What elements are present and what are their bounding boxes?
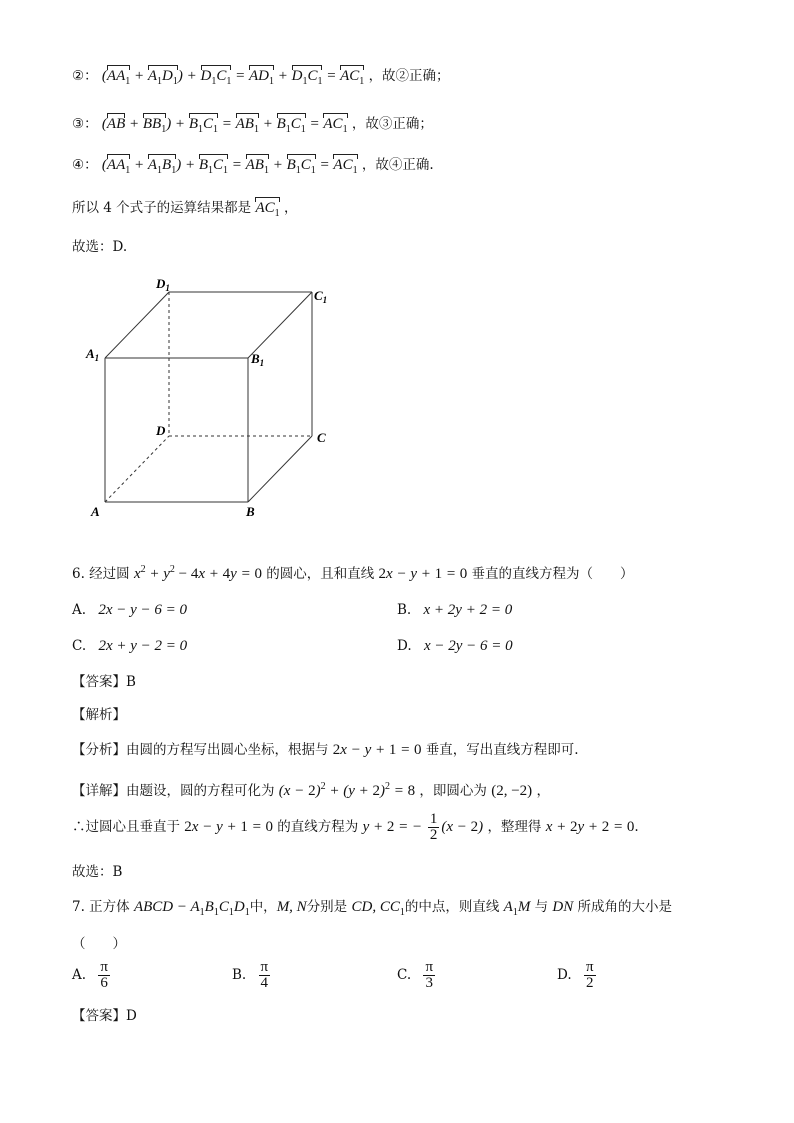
q6-option-a-label: A. — [72, 602, 87, 618]
q6-line-equation: 2x − y + 1 = 0 — [378, 566, 468, 582]
q7-option-c[interactable] — [397, 960, 437, 991]
q7-mid2: 分别是 — [306, 899, 348, 915]
q6-therefore-d: . — [634, 818, 639, 835]
cube-figure — [80, 270, 340, 530]
q6-xiangjie — [72, 779, 550, 800]
edge-a-d-hidden — [105, 436, 169, 502]
q7-answer: 【答案】D — [72, 1008, 137, 1024]
q6-circle-equation: $x^2 + y^2 - 4x + 4y = 0$ — [133, 564, 262, 582]
edge-b-c — [248, 436, 312, 502]
step-2-tail: ，故②正确； — [368, 68, 450, 84]
q7-option-b-label: B. — [232, 967, 247, 983]
q6-xiangjie-head: 【详解】 — [72, 783, 126, 799]
q6-stem — [72, 562, 634, 583]
q7-stem — [72, 895, 672, 918]
q6-therefore-b: 的直线方程为 — [277, 818, 359, 835]
q6-option-d-text: x − 2y − 6 = 0 — [423, 638, 513, 654]
step-2-formula: $(AA_1 + A_1D_1) + D_1C_1 = AD_1 + D_1C_1 = AC_1$ — [101, 68, 365, 87]
label-b1: $B_1$ — [251, 351, 265, 368]
step-4-marker: ④： — [72, 157, 98, 173]
q6-choice: 故选：B — [72, 864, 123, 880]
q6-fenxi-equation: 2x − y + 1 = 0 — [332, 742, 422, 758]
q7-option-a-num: π — [100, 959, 108, 975]
q7-option-b[interactable] — [232, 960, 272, 991]
q7-points: M, N — [276, 899, 307, 915]
q7-option-d-num: π — [585, 959, 594, 975]
step-3-formula: $(AB + BB_1) + B_1C_1 = AB_1 + B_1C_1 = AC_1$ — [101, 116, 348, 135]
q6-xiangjie-a: 由题设，圆的方程可化为 — [126, 783, 275, 799]
q7-cube-name: ABCD − $A_1B_1C_1D_1$ — [133, 899, 250, 918]
q6-prefix: 6. 经过圆 — [72, 566, 130, 582]
q7-option-b-num: π — [260, 959, 269, 975]
q7-option-c-den: 3 — [425, 975, 433, 991]
q7-mid3: 的中点，则直线 — [404, 899, 500, 915]
choice-5: 故选：D. — [72, 239, 128, 255]
q6-fenxi-head: 【分析】 — [72, 742, 126, 758]
label-d1: $D_1$ — [156, 276, 170, 293]
q6-option-d-label: D. — [397, 638, 412, 654]
conclusion-tail: ， — [283, 200, 298, 216]
q6-mid1: 的圆心，且和直线 — [266, 566, 375, 582]
edge-b1-c1 — [248, 292, 312, 358]
q6-final-equation: x + 2y + 2 = 0 — [545, 818, 635, 835]
q6-option-b-text: x + 2y + 2 = 0 — [423, 602, 513, 618]
step-3-marker: ③： — [72, 116, 98, 132]
q6-center-point: (2, −2) — [491, 783, 533, 799]
q7-option-b-den: 4 — [260, 975, 269, 991]
conclusion-text: 所以 4 个式子的运算结果都是 — [72, 200, 252, 216]
q6-option-d[interactable] — [397, 638, 513, 655]
q6-option-a-text: 2x − y − 6 = 0 — [98, 602, 188, 618]
step-4-line — [72, 153, 434, 176]
q7-option-a-frac — [98, 960, 110, 991]
q6-option-b-label: B. — [397, 602, 412, 618]
label-b: B — [246, 504, 255, 519]
q6-therefore — [72, 812, 639, 843]
q7-line-dn: DN — [552, 899, 574, 915]
q6-option-a[interactable] — [72, 602, 187, 619]
label-d: D — [156, 423, 166, 438]
q7-mid4: 与 — [534, 899, 549, 915]
q6-point-slope-equation: y + 2 = − $\frac{1}{2}$ (x − 2) — [362, 811, 484, 843]
q6-analysis-title: 【解析】 — [72, 707, 126, 723]
q6-fenxi — [72, 738, 579, 759]
q6-xiangjie-b: ，即圆心为 — [419, 783, 487, 799]
q7-option-a-label: A. — [72, 967, 87, 983]
step-2-marker: ②： — [72, 68, 98, 84]
q7-option-d-frac — [584, 960, 596, 991]
step-4-tail: ，故④正确. — [361, 157, 434, 173]
q6-option-c[interactable] — [72, 638, 187, 655]
q7-option-c-num: π — [425, 959, 434, 975]
label-c: C — [317, 430, 326, 445]
label-c1: $C_1$ — [314, 288, 328, 305]
q7-line-a1m: $A_1M$ — [503, 899, 531, 918]
q7-option-c-label: C. — [397, 967, 412, 983]
q7-option-a[interactable] — [72, 960, 112, 991]
q7-segments: CD, $CC_1$ — [351, 899, 405, 918]
step-3-tail: ，故③正确； — [351, 116, 433, 132]
q7-option-c-frac — [423, 960, 435, 991]
q6-fenxi-b: 垂直，写出直线方程即可. — [425, 742, 579, 758]
q6-fenxi-a: 由圆的方程写出圆心坐标，根据与 — [126, 742, 329, 758]
step-4-formula: $(AA_1 + A_1B_1) + B_1C_1 = AB_1 + B_1C_1 = AC_1$ — [101, 157, 358, 176]
q6-standard-equation: $(x - 2)^2 + (y + 2)^2 = 8$ — [278, 781, 416, 799]
q7-option-d[interactable] — [557, 960, 598, 991]
q6-mid2: 垂直的直线方程为（ ） — [471, 566, 634, 582]
q6-therefore-a: ∴过圆心且垂直于 — [72, 818, 180, 835]
q7-paren: （ ） — [72, 936, 126, 952]
q6-option-b[interactable] — [397, 602, 512, 619]
q7-option-a-den: 6 — [100, 975, 108, 991]
q6-answer: 【答案】B — [72, 674, 136, 690]
step-3-line — [72, 112, 433, 135]
conclusion-vector: $AC_1$ — [255, 200, 280, 219]
q7-mid5: 所成角的大小是 — [577, 899, 673, 915]
edge-a1-d1 — [105, 292, 169, 358]
q6-therefore-line: 2x − y + 1 = 0 — [184, 818, 273, 835]
q7-option-d-label: D. — [557, 967, 572, 983]
q7-option-d-den: 2 — [585, 975, 594, 991]
q7-mid1: 中， — [249, 899, 277, 915]
label-a1: $A_1$ — [86, 346, 100, 363]
q7-prefix: 7. 正方体 — [72, 899, 130, 915]
q6-xiangjie-c: ， — [536, 783, 550, 799]
q6-option-c-text: 2x + y − 2 = 0 — [98, 638, 188, 654]
step-2-line — [72, 64, 450, 87]
q7-option-b-frac — [259, 960, 271, 991]
label-a: A — [91, 504, 100, 519]
q6-option-c-label: C. — [72, 638, 87, 654]
conclusion-line — [72, 196, 297, 219]
q6-therefore-c: ，整理得 — [487, 818, 542, 835]
